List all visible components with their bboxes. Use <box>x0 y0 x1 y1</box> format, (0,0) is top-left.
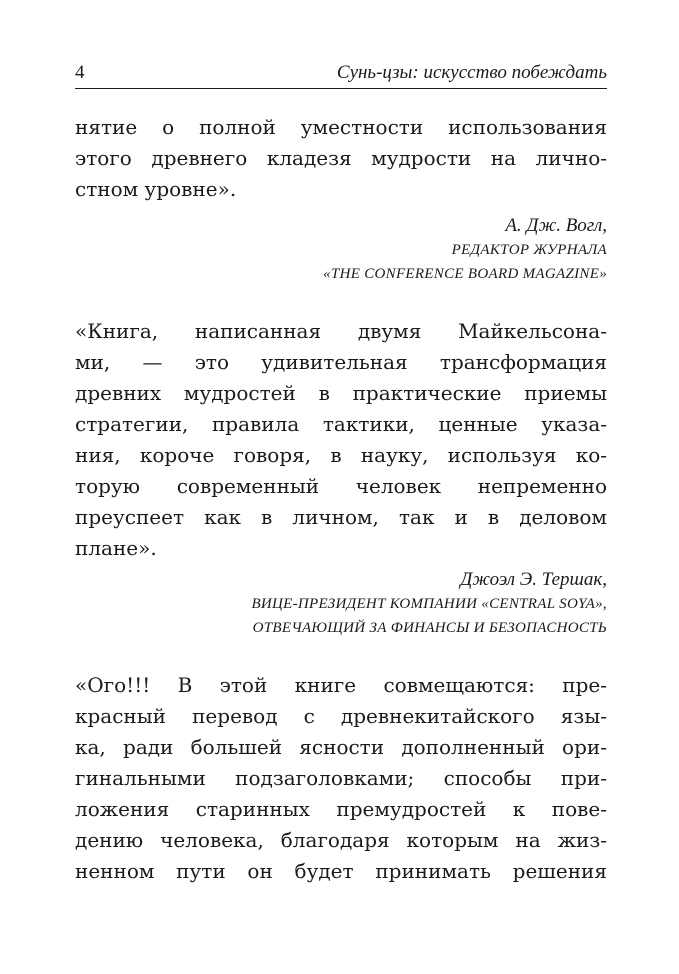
attribution-2 <box>251 568 607 640</box>
quote-2 <box>75 316 607 564</box>
text-line: ми, — это удивительная трансформация <box>75 350 607 374</box>
page-header <box>75 62 607 89</box>
text-line: стном уровне». <box>75 177 237 201</box>
attribution-name: Джоэл Э. Тершак, <box>460 569 607 590</box>
attribution-role: РЕДАКТОР ЖУРНАЛА <box>451 242 607 258</box>
running-title: Сунь-цзы: искусство побеждать <box>336 62 607 83</box>
text-line: красный перевод с древнекитайского язы- <box>75 704 607 728</box>
text-line: нятие о полной уместности использования <box>75 115 607 139</box>
text-line: стратегии, правила тактики, ценные указа- <box>75 412 607 436</box>
text-line: древних мудростей в практические приемы <box>75 381 607 405</box>
text-line: «Ого!!! В этой книге совмещаются: пре- <box>75 673 607 697</box>
text-line: ложения старинных премудростей к пове- <box>75 797 607 821</box>
text-line: гинальными подзаголовками; способы при- <box>75 766 607 790</box>
text-line: торую современный человек непременно <box>75 474 607 498</box>
text-line: дению человека, благодаря которым на жиз- <box>75 828 607 852</box>
text-line: «Книга, написанная двумя Майкельсона- <box>75 319 607 343</box>
text-line: плане». <box>75 536 157 560</box>
attribution-role: ВИЦЕ-ПРЕЗИДЕНТ КОМПАНИИ «CENTRAL SOYA», <box>251 596 607 612</box>
attribution-role: «THE CONFERENCE BOARD MAGAZINE» <box>323 266 607 282</box>
text-line: ка, ради большей ясности дополненный ори- <box>75 735 607 759</box>
text-line: ненном пути он будет принимать решения <box>75 859 607 883</box>
text-line: преуспеет как в личном, так и в деловом <box>75 505 607 529</box>
text-line: этого древнего кладезя мудрости на лично- <box>75 146 607 170</box>
attribution-1 <box>323 214 607 286</box>
attribution-role: ОТВЕЧАЮЩИЙ ЗА ФИНАНСЫ И БЕЗОПАСНОСТЬ <box>252 620 607 636</box>
attribution-name: А. Дж. Вогл, <box>505 215 607 236</box>
quote-3 <box>75 670 607 887</box>
quote-1 <box>75 112 607 205</box>
page-number: 4 <box>75 62 85 83</box>
text-line: ния, короче говоря, в науку, используя ко- <box>75 443 607 467</box>
